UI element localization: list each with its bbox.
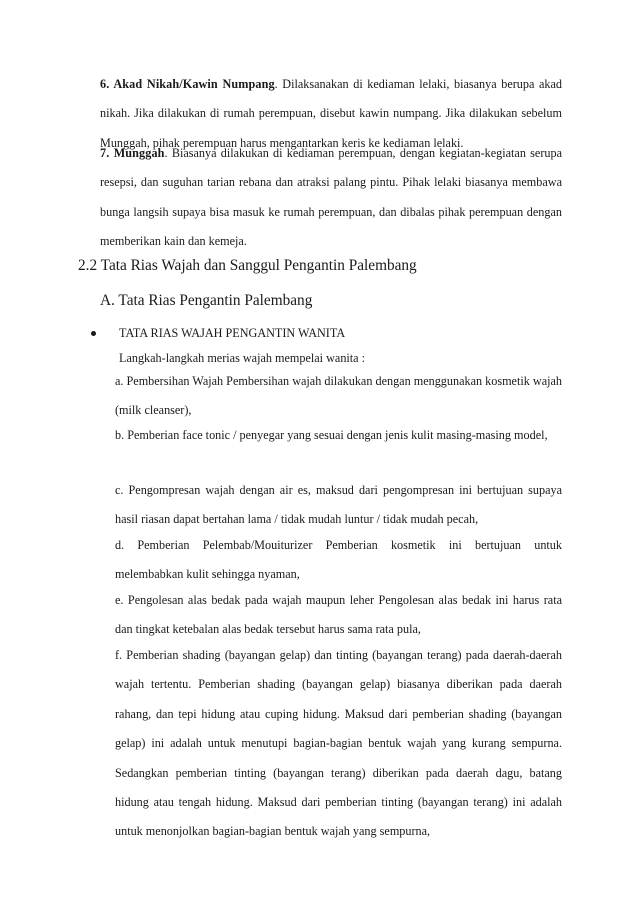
section-6-title: 6. Akad Nikah/Kawin Numpang <box>100 77 275 91</box>
section-7-title: 7. Munggah <box>100 146 165 160</box>
step-f: f. Pemberian shading (bayangan gelap) dan tinting (bayangan terang) pada daerah-daerah wajah tertentu. Pemberian shading (bayangan gelap) biasanya diberikan pada daerah rahang, dan tepi hidung atau cuping hidung. Maksud dari pemberian shading (bayangan gelap) ini adalah untuk menutupi bagian-bagian bentuk wajah yang kurang sempurna. Sedangkan pemberian tinting (bayangan terang) diberikan pada daerah dagu, batang hidung atau tengah hidung. Maksud dari pemberian tinting (bayangan terang) ini adalah untuk menonjolkan bagian-bagian bentuk wajah yang sempurna, <box>115 648 562 839</box>
bullet-dot-icon <box>91 331 96 336</box>
heading-2-2: 2.2 Tata Rias Wajah dan Sanggul Pengantin Palembang <box>78 257 417 274</box>
steps-intro: Langkah-langkah merias wajah mempelai wanita : <box>119 351 366 365</box>
heading-a: A. Tata Rias Pengantin Palembang <box>100 292 313 309</box>
step-b: b. Pemberian face tonic / penyegar yang sesuai dengan jenis kulit masing-masing model, <box>115 428 548 442</box>
section-7-paragraph <box>100 139 562 257</box>
bullet-title: TATA RIAS WAJAH PENGANTIN WANITA <box>119 326 346 340</box>
step-c: c. Pengompresan wajah dengan air es, maksud dari pengompresan ini bertujuan supaya hasil riasan dapat bertahan lama / tidak mudah luntur / tidak mudah pecah, <box>115 483 562 527</box>
step-d: d. Pemberian Pelembab/Mouiturizer Pemberian kosmetik ini bertujuan untuk melembabkan kulit sehingga nyaman, <box>115 538 562 582</box>
step-a: a. Pembersihan Wajah Pembersihan wajah dilakukan dengan menggunakan kosmetik wajah (milk cleanser), <box>115 374 562 418</box>
section-6-body: . Dilaksanakan di kediaman lelaki, biasanya berupa akad nikah. Jika dilakukan di rumah perempuan, disebut kawin numpang. Jika dilakukan sebelum Munggah, pihak perempuan harus mengantarkan keris ke kediaman lelaki. <box>100 77 562 150</box>
step-e: e. Pengolesan alas bedak pada wajah maupun leher Pengolesan alas bedak ini harus rata dan tingkat ketebalan alas bedak tersebut harus sama rata pula, <box>115 593 562 637</box>
section-7-body: . Biasanya dilakukan di kediaman perempuan, dengan kegiatan-kegiatan serupa resepsi, dan suguhan tarian rebana dan atraksi palang pintu. Pihak lelaki biasanya membawa bunga langsih supaya bisa masuk ke rumah perempuan, dan dibalas pihak perempuan dengan memberikan kain dan kemeja. <box>100 146 562 249</box>
